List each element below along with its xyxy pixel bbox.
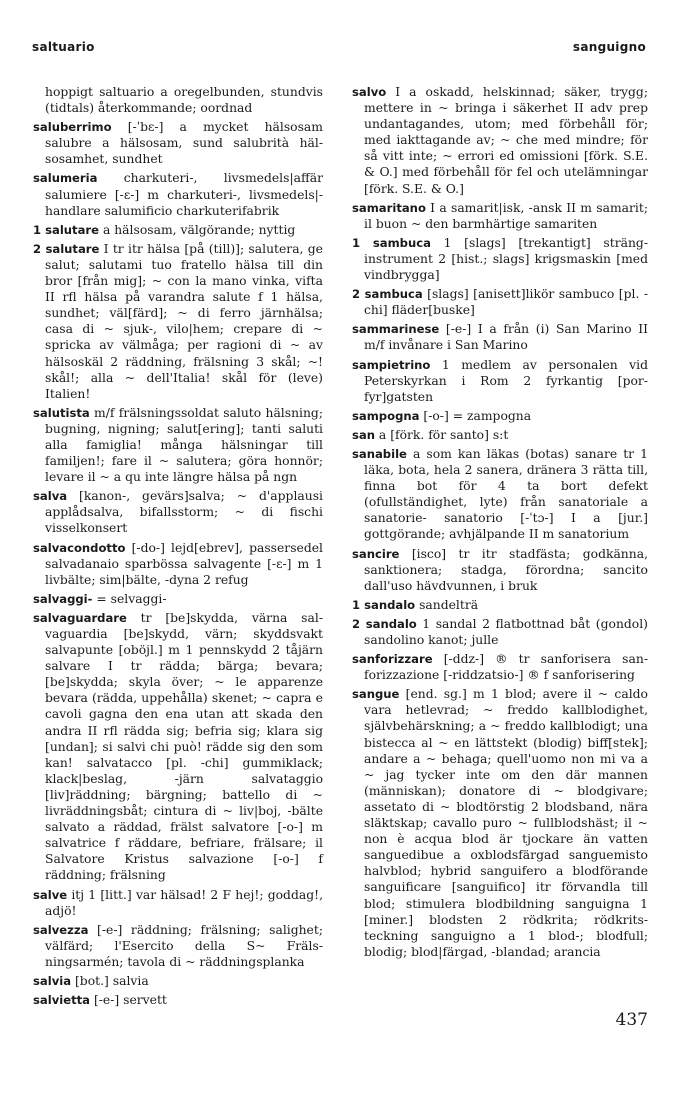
headword: salvaggi- bbox=[33, 591, 93, 606]
headword: salvo bbox=[352, 85, 387, 99]
dictionary-entry bbox=[33, 241, 323, 402]
dictionary-entry bbox=[33, 405, 323, 485]
headword: salve bbox=[33, 887, 68, 902]
definition-text: [bot.] salvia bbox=[71, 973, 149, 988]
definition-text: tr [be]skydda, värna salvaguardia [be]skydd, värn; skyddsvakt salvapunte [oböjl.] m 1 pennskydd 2 tåjärn salvare I tr rädda; bärga; bevara; [be]skydda; skyla över; ~ le apparenze bevara (rädda, uppehålla) skenet; ~ capra e cavoli gagna den ena utan att skada den andra II rfl rädda sig; befria sig; klara sig [undan]; si salvi chi può! rädde sig den som kan! salvatacco [pl. -chi] gummiklack; klack|beslag, -järn salvataggio [liv]räddning; bärgning; battello di ~ livräddningsbåt; cintura di ~ liv|boj, -bälte salvato a räddad, frälst salvatore [-o-] m salvatrice f räddare, befriare, frälsare; il Salvatore Kristus salvazione [-o-] f räddning; frälsning bbox=[45, 610, 323, 883]
definition-text: [end. sg.] m 1 blod; avere il ~ caldo vara hetlevrad; ~ freddo kallblodighet, självbehärskning; a ~ freddo kallblodigt; una bistecca al ~ en lättstekt (blodig) biff[stek]; andare a ~ behaga; quell'uomo non mi va a ~ jag tycker inte om den där mannen (människan); donatore di ~ blodgivare; assetato di ~ blodtörstig 2 blodsband, nära släktskap; cavallo puro ~ fullblodshäst; il ~ non è acqua blod är tjockare än vatten sanguedibue a oxblodsfärgad sanguemisto halvblod; hybrid sanguifero a blodförande sanguificare [sanguifico] itr förvandla till blod; stimulera blodbildning sanguigna 1 [miner.] blodsten 2 rödkrita; rödkritsteckning sanguigno a 1 blod-; blodfull; blodig; blod|färgad, -blandad; arancia bbox=[364, 687, 648, 959]
headword: 1 sandalo bbox=[352, 597, 416, 612]
definition-text: I a oskadd, helskinnad; säker, trygg; mettere in ~ bringa i säkerhet II adv prep undantagandes, utom; med förbehåll för; med iakttagande av; ~ che med mindre; för så vitt inte; ~ errori ed omissioni [förk. S.E. & O.] med förbehåll för fel och utelämningar [förk. S.E. & O.] bbox=[364, 85, 648, 196]
definition-text: hoppigt saltuario a oregelbunden, stundvis (tidtals) återkommande; oordnad bbox=[45, 85, 323, 116]
headword: salutista bbox=[33, 405, 90, 420]
definition-text: [-ddz-] ® tr sanforisera sanforizzazione [-riddzatsio-] ® f sanforisering bbox=[364, 652, 648, 683]
headword: 2 salutare bbox=[33, 241, 100, 256]
dictionary-entry bbox=[33, 610, 323, 884]
definition-text: [-e-] räddning; frälsning; salighet; välfärd; l'Esercito della S~ Frälsningsarmén; tavola di ~ räddningsplanka bbox=[45, 922, 323, 969]
headword: sampogna bbox=[352, 408, 420, 423]
dictionary-entry bbox=[352, 84, 648, 197]
dictionary-entry bbox=[352, 408, 648, 424]
definition-text: charkuteri-, livsmedels|affär salumiere [-ɛ-] m charkuteri-, livsmedels|-handlare salumificio charkuterifabrik bbox=[45, 171, 323, 218]
dictionary-entry bbox=[352, 446, 648, 543]
left-column bbox=[33, 84, 323, 1011]
headword: salva bbox=[33, 489, 68, 504]
dictionary-entry bbox=[33, 170, 323, 218]
headword: sammarinese bbox=[352, 322, 440, 337]
definition-text: I tr itr hälsa [på (till)]; salutera, ge salut; salutami tuo fratello hälsa till din bror [från mig]; ~ con la mano vinka, vifta II rfl hälsa på varandra salute f 1 hälsa, sundhet; väl[färd]; ~ di ferro järnhälsa; casa di ~ sjuk-, vilo|hem; crepare di ~ spricka av välmåga; per ragioni di ~ av hälsoskäl 2 räddning, frälsning 3 skål; ~! skål!; alla ~ dell'Italia! skål för (leve) Italien! bbox=[45, 241, 323, 401]
definition-text: a [förk. för santo] s:t bbox=[374, 427, 509, 442]
dictionary-entry bbox=[352, 200, 648, 232]
dictionary-entry bbox=[352, 235, 648, 283]
dictionary-entry bbox=[33, 540, 323, 588]
dictionary-entry bbox=[352, 651, 648, 683]
headword: 1 sambuca bbox=[352, 235, 431, 250]
definition-text: [slags] [anisett]likör sambuco [pl. -chi] fläder[buske] bbox=[364, 287, 648, 318]
dictionary-entry bbox=[33, 973, 323, 989]
definition-text: [-e-] I a från (i) San Marino II m/f invånare i San Marino bbox=[364, 322, 648, 353]
headword: san bbox=[352, 427, 375, 442]
dictionary-entry bbox=[352, 427, 648, 443]
definition-text: a som kan läkas (botas) sanare tr 1 läka, bota, hela 2 sanera, dränera 3 rätta till, finna bot för 4 ta bort defekt (ofullständighet, lyte) från sanatoriale a sanatorie- sanatorio [-ˈtɔ-] I a [jur.] gottgörande; avhjälpande II m sanatorium bbox=[364, 446, 648, 542]
definition-text: = selvaggi- bbox=[92, 591, 167, 606]
dictionary-entry bbox=[33, 591, 323, 607]
dictionary-entry bbox=[33, 887, 323, 919]
definition-text: itj 1 [litt.] var hälsad! 2 F hej!; goddag!, adjö! bbox=[45, 887, 323, 918]
dictionary-entry bbox=[352, 357, 648, 405]
headword: salvacondotto bbox=[33, 540, 126, 555]
definition-text: m/f frälsningssoldat saluto hälsning; bugning, nigning; salut[ering]; tanti saluti alla famiglia! många hälsningar till familjen!; fare il ~ salutera; göra honnör; levare il ~ a qu inte längre hälsa på ngn bbox=[45, 405, 323, 485]
headword: 2 sandalo bbox=[352, 616, 417, 631]
headword: 1 salutare bbox=[33, 222, 100, 237]
headword: sanforizzare bbox=[352, 652, 433, 667]
headword: samaritano bbox=[352, 200, 426, 215]
dictionary-entry bbox=[352, 321, 648, 353]
dictionary-entry bbox=[33, 84, 323, 116]
dictionary-entry bbox=[352, 286, 648, 318]
headword: sancire bbox=[352, 546, 400, 561]
headword: salvia bbox=[33, 973, 72, 988]
dictionary-entry bbox=[33, 922, 323, 970]
definition-text: I a samarit|isk, -ansk II m samarit; il buon ~ den barmhärtige samariten bbox=[364, 200, 648, 231]
dictionary-entry bbox=[352, 616, 648, 648]
headword: sangue bbox=[352, 687, 400, 702]
dictionary-entry bbox=[352, 597, 648, 613]
headword: salvezza bbox=[33, 922, 89, 937]
headword: saluberrimo bbox=[33, 120, 112, 135]
dictionary-entry bbox=[352, 546, 648, 594]
definition-text: [-ˈbɛ-] a mycket hälsosam salubre a hälsosam, sund salubrità hälsosamhet, sundhet bbox=[45, 120, 323, 167]
right-column bbox=[352, 84, 648, 963]
dictionary-entry bbox=[352, 686, 648, 960]
headword: 2 sambuca bbox=[352, 287, 423, 302]
headword: sanabile bbox=[352, 446, 407, 461]
definition-text: [kanon-, gevärs]salva; ~ d'applausi applådsalva, bifallsstorm; ~ di fischi visselkonsert bbox=[45, 489, 323, 536]
definition-text: [-o-] = zampogna bbox=[419, 408, 532, 423]
definition-text: sandelträ bbox=[415, 597, 479, 612]
definition-text: 1 [slags] [trekantigt] stränginstrument 2 [hist.; slags] krigsmaskin [med vindbrygga] bbox=[364, 235, 648, 283]
definition-text: [isco] tr itr stadfästa; godkänna, sanktionera; stadga, förordna; sancito dall'uso hävdvunnen, i bruk bbox=[364, 546, 648, 593]
headword: sampietrino bbox=[352, 357, 431, 372]
dictionary-entry bbox=[33, 488, 323, 536]
definition-text: [-e-] servett bbox=[90, 993, 167, 1008]
definition-text: 1 sandal 2 flatbottnad båt (gondol) sandolino kanot; julle bbox=[364, 616, 648, 647]
left-guide-word: saltuario bbox=[32, 40, 95, 54]
headword: salvietta bbox=[33, 993, 91, 1008]
headword: salvaguardare bbox=[33, 610, 127, 625]
headword: salumeria bbox=[33, 171, 98, 186]
dictionary-entry bbox=[33, 222, 323, 238]
definition-text: 1 medlem av personalen vid Peterskyrkan i Rom 2 fyrkantig [porfyr]gatsten bbox=[364, 357, 648, 404]
page-number: 437 bbox=[615, 1010, 648, 1030]
dictionary-entry bbox=[33, 992, 323, 1008]
definition-text: a hälsosam, välgörande; nyttig bbox=[99, 222, 296, 237]
dictionary-entry bbox=[33, 119, 323, 167]
right-guide-word: sanguigno bbox=[572, 40, 646, 54]
definition-text: [-do-] lejd[ebrev], passersedel salvadanaio sparbössa salvagente [-ɛ-] m 1 livbälte; sim|bälte, -dyna 2 refug bbox=[45, 540, 323, 587]
